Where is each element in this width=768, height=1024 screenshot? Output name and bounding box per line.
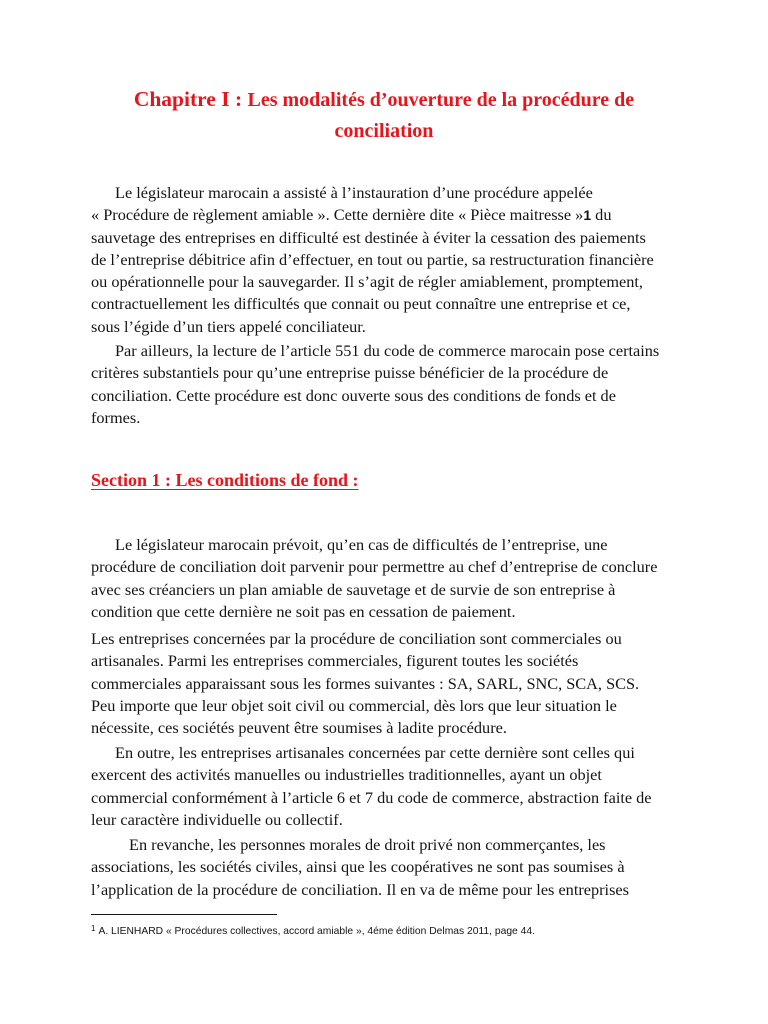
text-line: Peu importe que leur objet soit civil ou commercial, dès lors que leur situation le xyxy=(91,695,617,715)
section-1-title: Section 1 : Les conditions de fond : xyxy=(91,470,359,490)
footnote-number: 1 xyxy=(91,924,96,933)
text-fragment: « Procédure de règlement amiable ». Cette dernière dite « Pièce maitresse » xyxy=(91,205,584,225)
text-line: condition que cette dernière ne soit pas en cessation de paiement. xyxy=(91,601,516,621)
chapter-title-text: Les modalités d’ouverture de la procédure de xyxy=(247,89,635,111)
text-line: Par ailleurs, la lecture de l’article 551 du code de commerce marocain pose certains xyxy=(115,341,660,360)
text-line-with-footnote-ref xyxy=(91,204,687,226)
chapter-title-line-1 xyxy=(70,84,698,116)
text-line: sous l’égide d’un tiers appelé conciliateur. xyxy=(91,316,366,336)
text-line: leur caractère individuelle ou collectif. xyxy=(91,809,343,829)
chapter-title xyxy=(70,84,698,147)
footnote-separator xyxy=(91,914,277,915)
text-line: nécessite, ces sociétés peuvent être soumises à ladite procédure. xyxy=(91,718,507,738)
text-line: artisanales. Parmi les entreprises commerciales, figurent toutes les sociétés xyxy=(91,651,579,671)
text-line: Le législateur marocain a assisté à l’instauration d’une procédure appelée xyxy=(115,183,593,202)
text-line: En revanche, les personnes morales de droit privé non commerçantes, les xyxy=(129,835,606,854)
footnote xyxy=(91,922,535,939)
intro-paragraph-2 xyxy=(91,340,687,429)
text-line: avec ses créanciers un plan amiable de sauvetage et de survie de son entreprise à xyxy=(91,579,616,599)
text-line: commerciales apparaissant sous les formes suivantes : SA, SARL, SNC, SCA, SCS. xyxy=(91,673,640,693)
text-line: sauvetage des entreprises en difficulté est destinée à éviter la cessation des paiements xyxy=(91,227,646,247)
text-line: ou opérationnelle pour la sauvegarder. Il s’agit de régler amiablement, promptement, xyxy=(91,272,644,292)
chapter-label: Chapitre I : xyxy=(133,87,243,111)
intro-paragraph-1 xyxy=(91,182,687,338)
section-1-paragraph-1 xyxy=(91,534,687,623)
text-line: critères substantiels pour qu’une entreprise puisse bénéficier de la procédure de xyxy=(91,363,609,383)
text-line: formes. xyxy=(91,407,141,427)
section-1-paragraph-4 xyxy=(91,834,687,901)
text-line: exercent des activités manuelles ou industrielles traditionnelles, ayant un objet xyxy=(91,765,602,785)
text-fragment: du xyxy=(591,205,612,225)
text-line: conciliation. Cette procédure est donc ouverte sous des conditions de fonds et de xyxy=(91,385,616,405)
text-line: l’application de la procédure de conciliation. Il en va de même pour les entreprises xyxy=(91,879,629,899)
footnote-reference[interactable]: 1 xyxy=(583,207,592,224)
text-line: En outre, les entreprises artisanales concernées par cette dernière sont celles qui xyxy=(115,743,635,762)
text-line: Le législateur marocain prévoit, qu’en cas de difficultés de l’entreprise, une xyxy=(115,535,608,554)
text-line: associations, les sociétés civiles, ainsi que les coopératives ne sont pas soumises à xyxy=(91,857,625,877)
text-line: contractuellement les difficultés que connait ou peut connaître une entreprise et ce, xyxy=(91,294,631,314)
text-line: Les entreprises concernées par la procédure de conciliation sont commerciales ou xyxy=(91,629,622,648)
section-1-paragraph-2 xyxy=(91,628,687,739)
text-line: procédure de conciliation doit parvenir pour permettre au chef d’entreprise de conclure xyxy=(91,557,658,577)
text-line: commercial conformément à l’article 6 et 7 du code de commerce, abstraction faite de xyxy=(91,787,652,807)
chapter-title-line-2: conciliation xyxy=(334,120,434,142)
section-1-paragraph-3 xyxy=(91,742,687,831)
text-line: de l’entreprise débitrice afin d’effectuer, en tout ou partie, sa restructuration financière xyxy=(91,249,654,269)
footnote-text: A. LIENHARD « Procédures collectives, accord amiable », 4éme édition Delmas 2011, page 44. xyxy=(98,926,535,937)
